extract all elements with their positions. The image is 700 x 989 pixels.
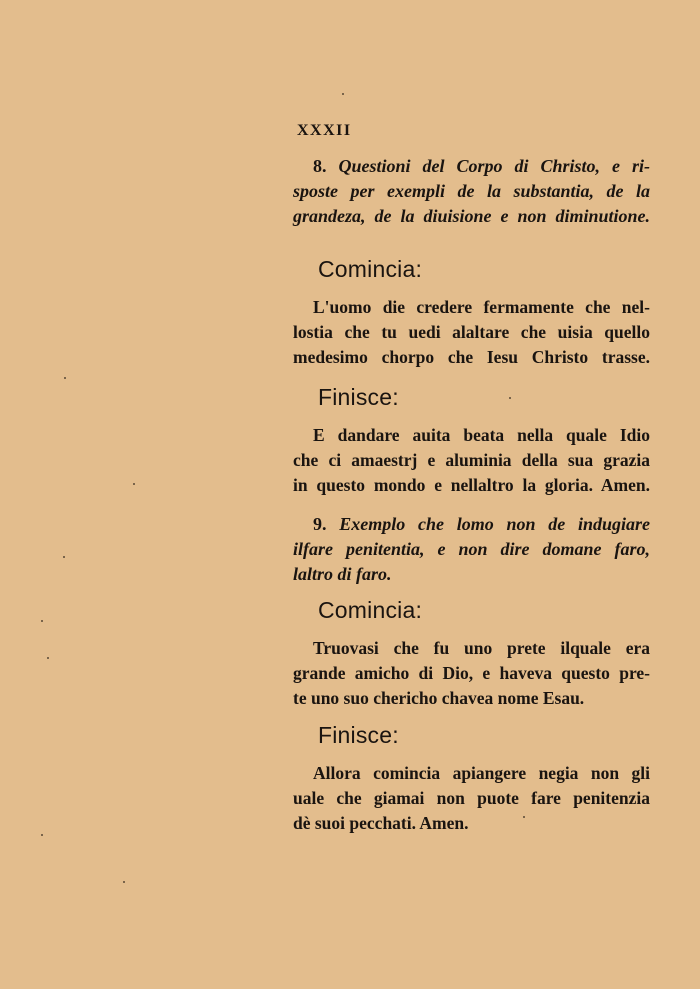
entry-9-title — [293, 512, 650, 587]
entry-8-begins-line-1: L'uomo die credere fermamente che nel- — [313, 297, 650, 317]
entry-9-ends-line-1: Allora comincia apiangere negia non gli — [313, 763, 650, 783]
entry-8-title-line-2: sposte per exempli de la substantia, de la — [293, 181, 650, 201]
scan-speck — [123, 881, 125, 883]
entry-8-begins-heading: Comincia: — [318, 256, 423, 282]
entry-8-title-line-3: grandeza, de la diuisione e non diminutione. — [293, 206, 650, 226]
entry-9-ends-line-2: uale che giamai non puote fare penitenzia — [293, 788, 650, 808]
entry-8-ends-text — [293, 423, 650, 498]
entry-9-begins-heading: Comincia: — [318, 597, 423, 623]
entry-8-number: 8. — [313, 156, 327, 176]
entry-9-begins-text — [293, 636, 650, 711]
entry-9-begins-line-2: grande amicho di Dio, e haveva questo pre- — [293, 663, 650, 683]
entry-8-begins-text — [293, 295, 650, 370]
entry-8-ends-line-2: che ci amaestrj e aluminia della sua grazia — [293, 450, 650, 470]
scan-speck — [523, 816, 525, 818]
scan-speck — [342, 93, 344, 95]
entry-8-ends-heading: Finisce: — [318, 384, 399, 410]
entry-9-ends-heading: Finisce: — [318, 722, 399, 748]
scan-speck — [47, 657, 49, 659]
entry-9-ends-line-3: dè suoi pecchati. Amen. — [293, 813, 469, 833]
scan-speck — [41, 620, 43, 622]
entry-9-begins-line-1: Truovasi che fu uno prete ilquale era — [313, 638, 650, 658]
entry-8-title-line-1: 8. Questioni del Corpo di Christo, e ri- — [313, 156, 650, 176]
scan-speck — [63, 556, 65, 558]
entry-9-begins-line-3: te uno suo chericho chavea nome Esau. — [293, 688, 585, 708]
entry-9-title-line-2: ilfare penitentia, e non dire domane faro, — [293, 539, 650, 559]
scan-speck — [64, 377, 66, 379]
entry-9-ends-text — [293, 761, 650, 836]
scan-speck — [41, 834, 43, 836]
entry-8-title — [293, 154, 650, 229]
entry-9-title-line-1: 9. Exemplo che lomo non de indugiare — [313, 514, 650, 534]
scan-speck — [133, 483, 135, 485]
entry-9-title-line-3: laltro di faro. — [293, 564, 392, 584]
entry-8-ends-line-1: E dandare auita beata nella quale Idio — [313, 425, 650, 445]
entry-9-number: 9. — [313, 514, 327, 534]
entry-8-begins-line-3: medesimo chorpo che Iesu Christo trasse. — [293, 347, 650, 367]
entry-8-ends-line-3: in questo mondo e nellaltro la gloria. Amen. — [293, 475, 650, 495]
entry-8-begins-line-2: lostia che tu uedi alaltare che uisia quello — [293, 322, 650, 342]
scan-speck — [509, 397, 511, 399]
page-number: XXXII — [297, 122, 352, 139]
